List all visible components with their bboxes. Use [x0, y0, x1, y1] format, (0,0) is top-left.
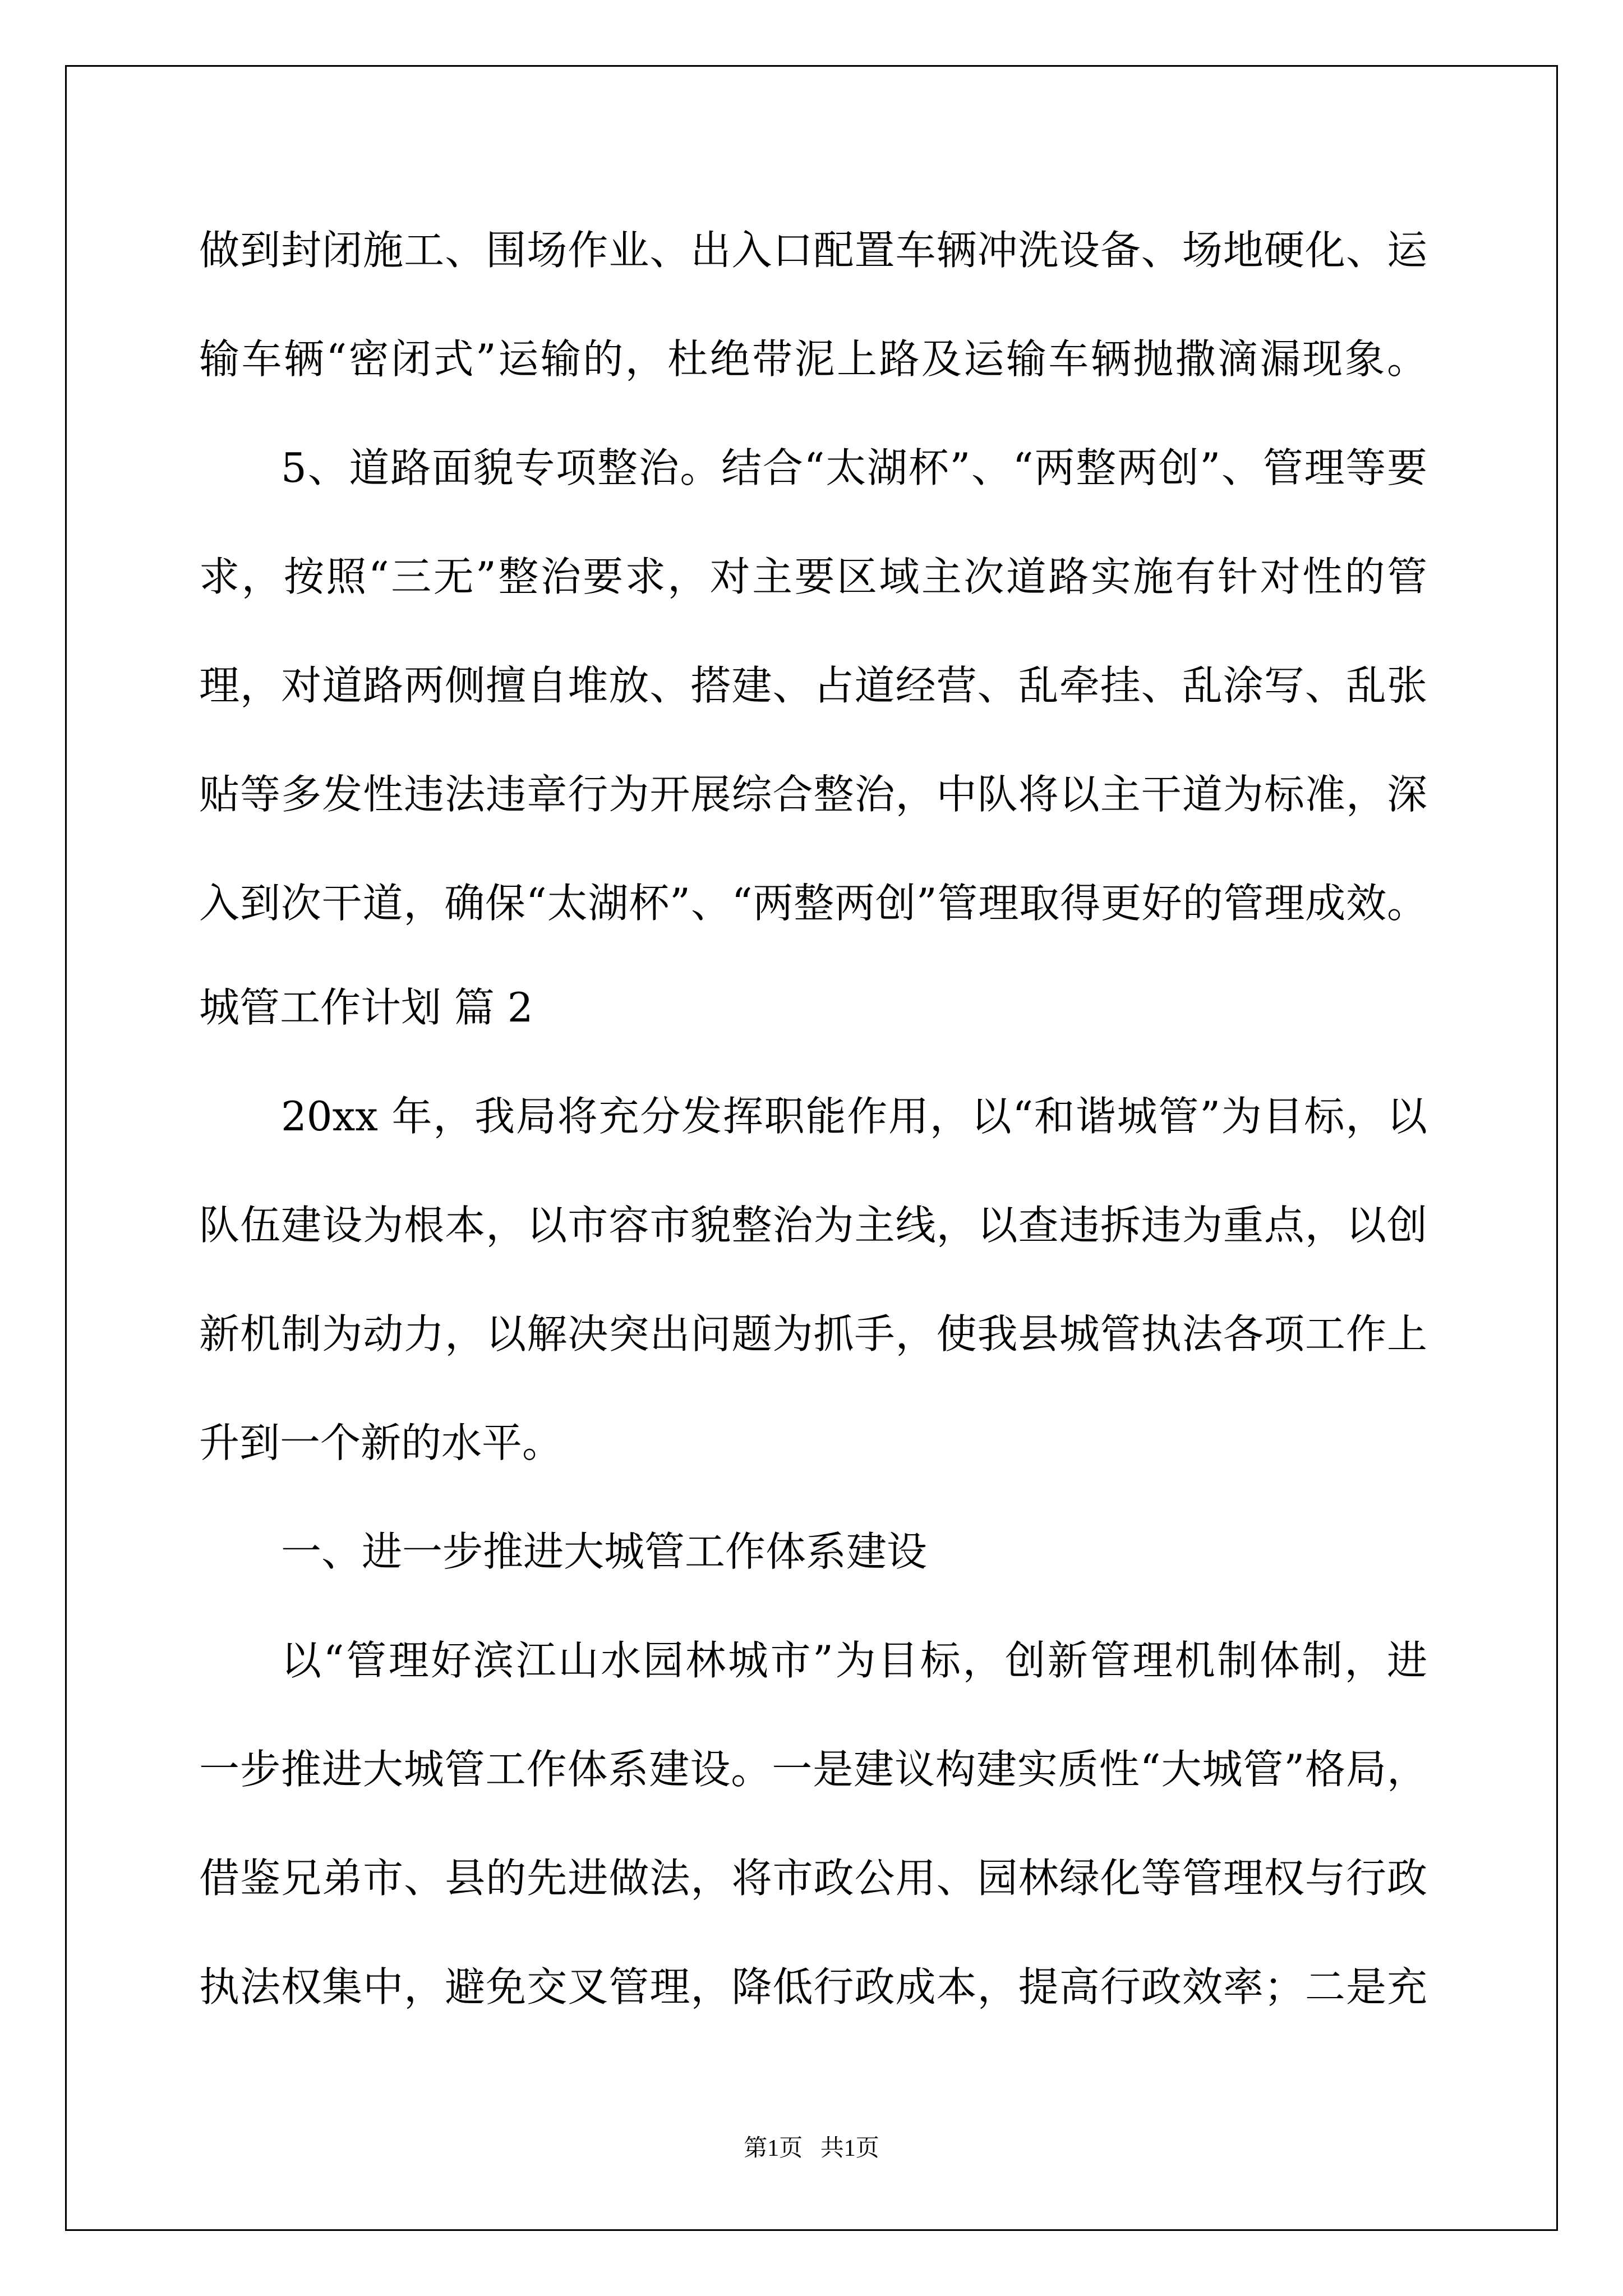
paragraph-first-line: 以“管理好滨江山水园林城市”为目标，创新管理机制体制，进: [281, 1637, 1427, 1684]
text-line: 新机制为动力，以解决突出问题为抓手，使我县城管执法各项工作上: [199, 1310, 1427, 1358]
page-border: [65, 65, 1558, 2231]
text-line: 执法权集中，避免交叉管理，降低行政成本，提高行政效率；二是充: [199, 1963, 1427, 2010]
text-line: 贴等多发性违法违章行为开展综合整治，中队将以主干道为标准，深: [199, 771, 1427, 818]
text-line: 入到次干道，确保“太湖杯”、“两整两创”管理取得更好的管理成效。: [199, 880, 1427, 927]
text-line: 理，对道路两侧擅自堆放、搭建、占道经营、乱牵挂、乱涂写、乱张: [199, 662, 1427, 709]
text-line: 借鉴兄弟市、县的先进做法，将市政公用、园林绿化等管理权与行政: [199, 1855, 1427, 1902]
subsection-heading: 一、进一步推进大城管工作体系建设: [281, 1528, 928, 1575]
paragraph-first-line: 5、道路面貌专项整治。结合“太湖杯”、“两整两创”、管理等要: [281, 444, 1427, 491]
text-line: 输车辆“密闭式”运输的，杜绝带泥上路及运输车辆抛撒滴漏现象。: [199, 335, 1427, 383]
section-heading: 城管工作计划 篇 2: [199, 984, 533, 1031]
paragraph-first-line: 20xx 年，我局将充分发挥职能作用，以“和谐城管”为目标，以: [281, 1093, 1427, 1140]
text-line: 一步推进大城管工作体系建设。一是建议构建实质性“大城管”格局，: [199, 1746, 1427, 1793]
text-line: 做到封闭施工、围场作业、出入口配置车辆冲洗设备、场地硬化、运: [199, 227, 1427, 274]
text-line: 求，按照“三无”整治要求，对主要区域主次道路实施有针对性的管: [199, 553, 1427, 600]
text-line: 升到一个新的水平。: [199, 1419, 563, 1466]
page-number: 第1页 共1页: [744, 2136, 879, 2161]
text-line: 队伍建设为根本，以市容市貌整治为主线，以查违拆违为重点，以创: [199, 1202, 1427, 1249]
